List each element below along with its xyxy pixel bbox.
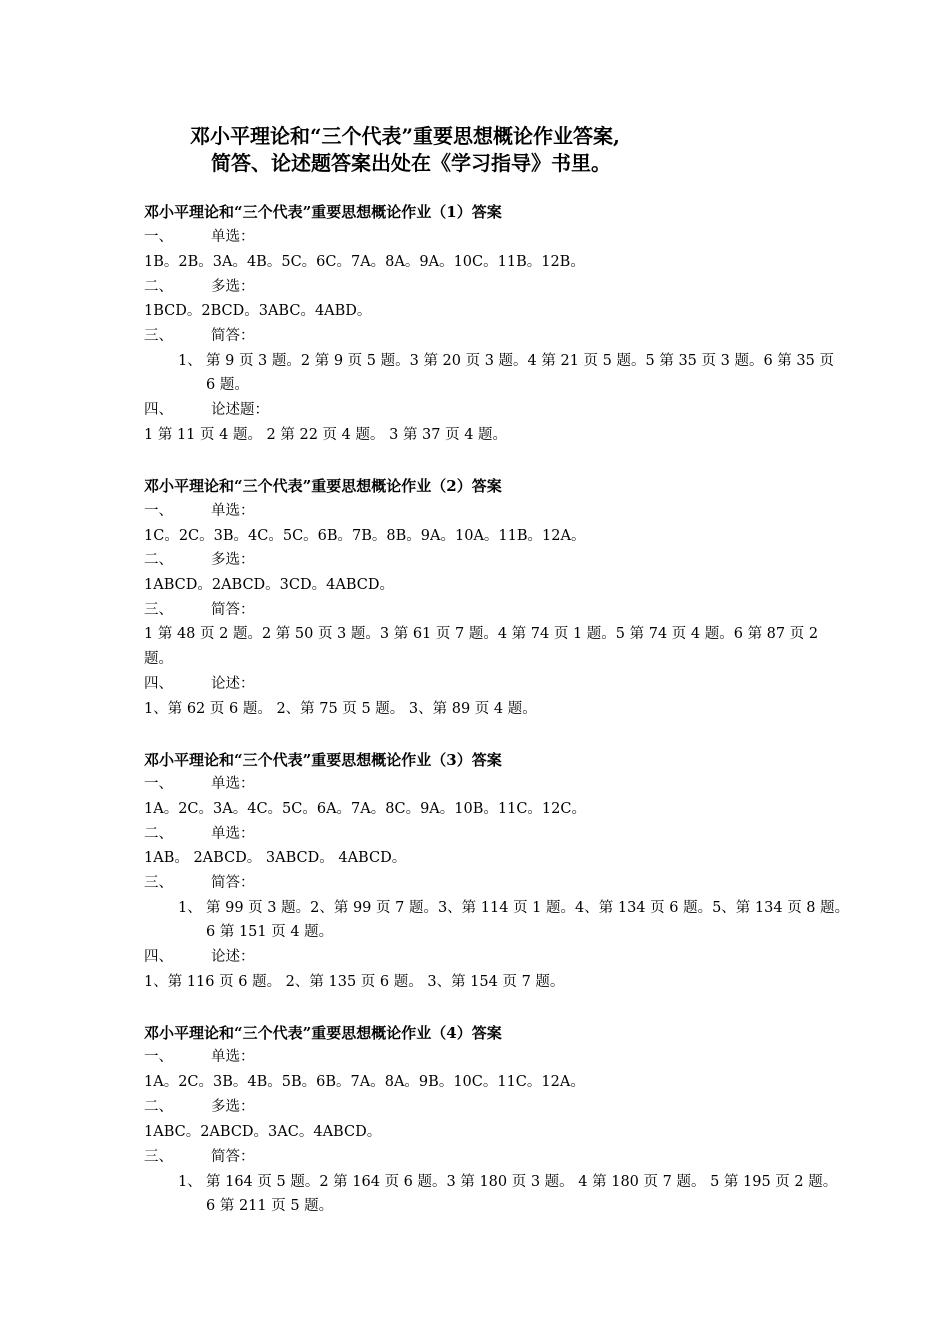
section-1-q3-label: 简答： [211, 328, 255, 344]
section-3-q4-label: 论述： [211, 949, 255, 965]
section-4-q3-number: 三、 [144, 1149, 173, 1165]
section-2-q4-label: 论述： [211, 676, 255, 692]
section-3-q2-number: 二、 [144, 826, 173, 842]
section-4-q3-sub-number: 1、 [178, 1174, 202, 1190]
section-3-q4-answer: 1、第 116 页 6 题。 2、第 135 页 6 题。 3、第 154 页 7 题。 [144, 974, 565, 990]
section-1-q3-sub-number: 1、 [178, 353, 202, 369]
section-4-q2-number: 二、 [144, 1099, 173, 1115]
section-3-q2-answer: 1AB。 2ABCD。 3ABCD。 4ABCD。 [144, 850, 407, 866]
section-4-q1-number: 一、 [144, 1049, 173, 1065]
section-4-heading: 邓小平理论和“三个代表”重要思想概论作业（4）答案 [144, 1024, 502, 1042]
section-3-heading: 邓小平理论和“三个代表”重要思想概论作业（3）答案 [144, 751, 502, 769]
section-1-q2-label: 多选： [211, 279, 255, 295]
section-3-q3-answer-line-2: 6 第 151 页 4 题。 [206, 924, 334, 940]
section-2-q2-answer: 1ABCD。2ABCD。3CD。4ABCD。 [144, 577, 394, 593]
section-4-q3-label: 简答： [211, 1149, 255, 1165]
section-4-q2-label: 多选： [211, 1099, 255, 1115]
section-1-q1-label: 单选： [211, 229, 255, 245]
document-title-line-1: 邓小平理论和“三个代表”重要思想概论作业答案, [190, 124, 620, 148]
section-1-q4-answer: 1 第 11 页 4 题。 2 第 22 页 4 题。 3 第 37 页 4 题。 [144, 427, 508, 443]
section-3-q2-label: 单选： [211, 826, 255, 842]
section-1-q3-answer-line-2: 6 题。 [206, 377, 249, 393]
section-3-q3-sub-number: 1、 [178, 900, 202, 916]
section-3-q4-number: 四、 [144, 949, 173, 965]
section-3-q3-answer-line-1: 第 99 页 3 题。2、第 99 页 7 题。3、第 114 页 1 题。4、第 134 页 6 题。5、第 134 页 8 题。 [206, 900, 850, 916]
section-1-q4-label: 论述题： [211, 402, 269, 418]
section-1-heading: 邓小平理论和“三个代表”重要思想概论作业（1）答案 [144, 203, 502, 221]
section-3-q1-label: 单选： [211, 776, 255, 792]
section-2-q1-answer: 1C。2C。3B。4C。5C。6B。7B。8B。9A。10A。11B。12A。 [144, 528, 586, 544]
section-3-q1-answer: 1A。2C。3A。4C。5C。6A。7A。8C。9A。10B。11C。12C。 [144, 801, 586, 817]
section-1-q3-answer-line-1: 第 9 页 3 题。2 第 9 页 5 题。3 第 20 页 3 题。4 第 21 页 5 题。5 第 35 页 3 题。6 第 35 页 [206, 353, 834, 369]
section-2-q3-answer-line-1: 1 第 48 页 2 题。2 第 50 页 3 题。3 第 61 页 7 题。4 第 74 页 1 题。5 第 74 页 4 题。6 第 87 页 2 [144, 626, 819, 642]
section-1-q1-number: 一、 [144, 229, 173, 245]
section-3-q3-label: 简答： [211, 875, 255, 891]
section-1-q4-number: 四、 [144, 402, 173, 418]
section-1-q2-answer: 1BCD。2BCD。3ABC。4ABD。 [144, 303, 372, 319]
section-4-q2-answer: 1ABC。2ABCD。3AC。4ABCD。 [144, 1124, 382, 1140]
section-4-q1-label: 单选： [211, 1049, 255, 1065]
section-2-heading: 邓小平理论和“三个代表”重要思想概论作业（2）答案 [144, 477, 502, 495]
section-2-q4-number: 四、 [144, 676, 173, 692]
section-1-q1-answer: 1B。2B。3A。4B。5C。6C。7A。8A。9A。10C。11B。12B。 [144, 254, 585, 270]
section-4-q3-answer-line-2: 6 第 211 页 5 题。 [206, 1198, 334, 1214]
section-3-q1-number: 一、 [144, 776, 173, 792]
section-2-q1-label: 单选： [211, 503, 255, 519]
section-2-q3-number: 三、 [144, 602, 173, 618]
section-2-q1-number: 一、 [144, 503, 173, 519]
section-4-q1-answer: 1A。2C。3B。4B。5B。6B。7A。8A。9B。10C。11C。12A。 [144, 1074, 585, 1090]
section-3-q3-number: 三、 [144, 875, 173, 891]
section-2-q3-answer-line-2: 题。 [144, 651, 173, 667]
section-4-q3-answer-line-1: 第 164 页 5 题。2 第 164 页 6 题。3 第 180 页 3 题。 4 第 180 页 7 题。 5 第 195 页 2 题。 [206, 1174, 838, 1190]
section-2-q4-answer: 1、第 62 页 6 题。 2、第 75 页 5 题。 3、第 89 页 4 题。 [144, 701, 537, 717]
section-1-q2-number: 二、 [144, 279, 173, 295]
document-title-line-2: 简答、论述题答案出处在《学习指导》书里。 [211, 151, 611, 175]
section-2-q2-label: 多选： [211, 552, 255, 568]
section-2-q3-label: 简答： [211, 602, 255, 618]
section-1-q3-number: 三、 [144, 328, 173, 344]
section-2-q2-number: 二、 [144, 552, 173, 568]
